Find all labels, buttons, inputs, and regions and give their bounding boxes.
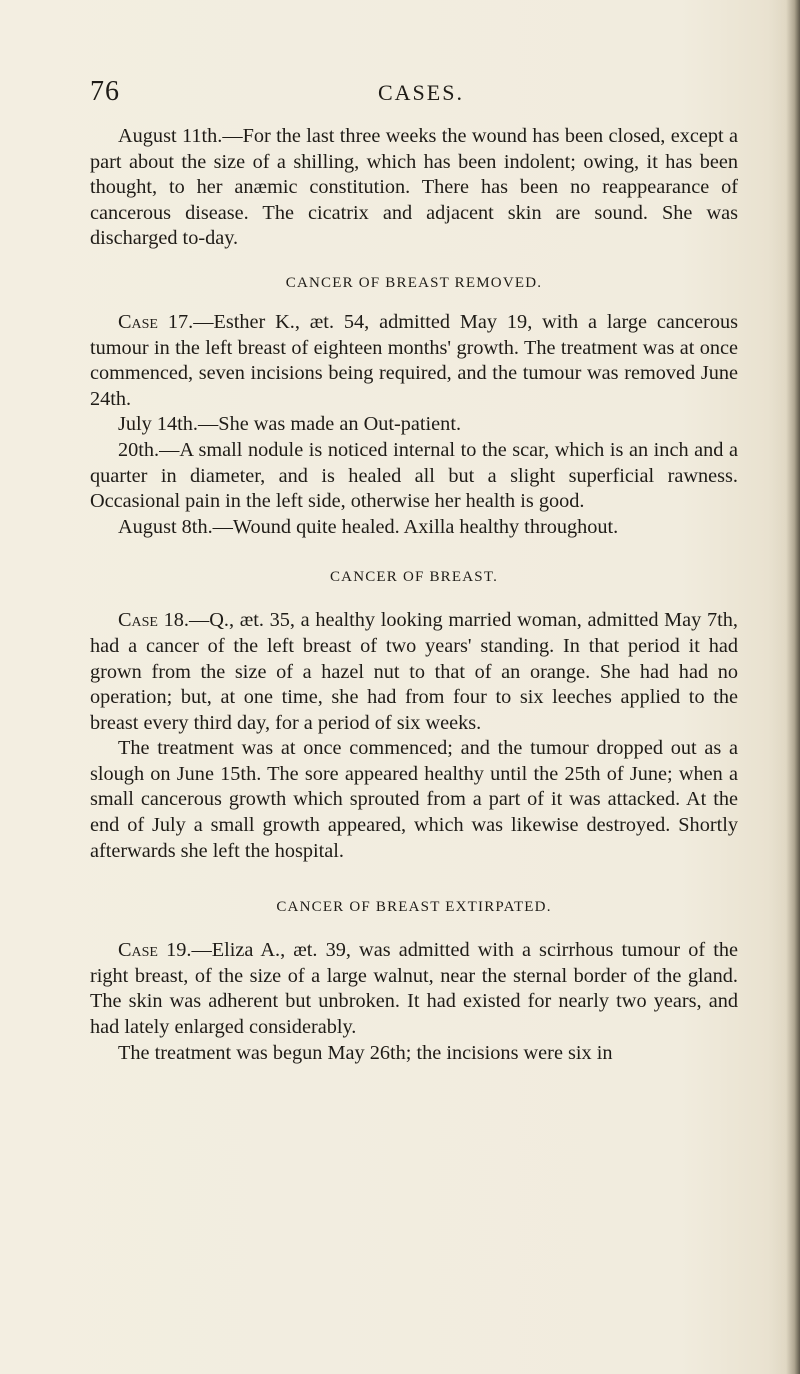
paragraph-20th: 20th.—A small nodule is noticed internal to the scar, which is an inch and a quarter in diameter, and is healed all but a slight superficial rawness. Occasional pain in the left side, otherwise her health is good. (90, 438, 738, 513)
case-19-label: Case 19. (118, 939, 192, 962)
paragraph-august-11: August 11th.—For the last three weeks the wound has been closed, except a part about the size of a shilling, which has been indolent; owing, it has been thought, to her anæmic constitution. There has been no reappearance of cancerous disease. The cicatrix and adjacent skin are sound. She was discharged to-day. (90, 125, 738, 250)
paragraph-july-14: July 14th.—She was made an Out-patient. (118, 413, 462, 436)
running-title: CASES. (378, 80, 464, 105)
running-head (90, 76, 740, 112)
body-text (90, 124, 738, 1066)
paragraph-treatment-case-19: The treatment was begun May 26th; the incisions were six in (118, 1041, 613, 1064)
section-heading-breast-removed: CANCER OF BREAST REMOVED. (285, 274, 543, 291)
section-heading-breast-extirpated: CANCER OF BREAST EXTIRPATED. (276, 899, 552, 916)
page-number: 76 (90, 76, 120, 107)
paragraph-treatment-case-18: The treatment was at once commenced; and the tumour dropped out as a slough on June 15th. The sore appeared healthy until the 25th of June; when a small cancerous growth which sprouted from a part of it was attacked. At the end of July a small growth appeared, which was likewise destroyed. Shortly afterwards she left the hospital. (90, 737, 738, 862)
page-edge-shadow (786, 0, 800, 1374)
paragraph-august-8: August 8th.—Wound quite healed. Axilla healthy throughout. (118, 515, 619, 538)
section-heading-breast: CANCER OF BREAST. (329, 569, 499, 586)
case-18-paragraph: Case 18.—Q., æt. 35, a healthy looking married woman, admitted May 7th, had a cancer of the left breast of two years' standing. In that period it had grown from the size of a hazel nut to that of an orange. She had had no operation; but, at one time, she had from four to six leeches applied to the breast every third day, for a period of six weeks. (90, 609, 738, 734)
case-17-label: Case 17. (118, 310, 194, 333)
case-18-label: Case 18. (118, 609, 189, 632)
case-17-paragraph: Case 17.—Esther K., æt. 54, admitted May 19, with a large cancerous tumour in the left breast of eighteen months' growth. The treatment was at once commenced, seven incisions being required, and the tumour was removed June 24th. (90, 310, 738, 410)
case-19-paragraph: Case 19.—Eliza A., æt. 39, was admitted with a scirrhous tumour of the right breast, of the size of a large walnut, near the sternal border of the gland. The skin was adherent but unbroken. It had existed for nearly two years, and had lately enlarged considerably. (90, 939, 738, 1039)
